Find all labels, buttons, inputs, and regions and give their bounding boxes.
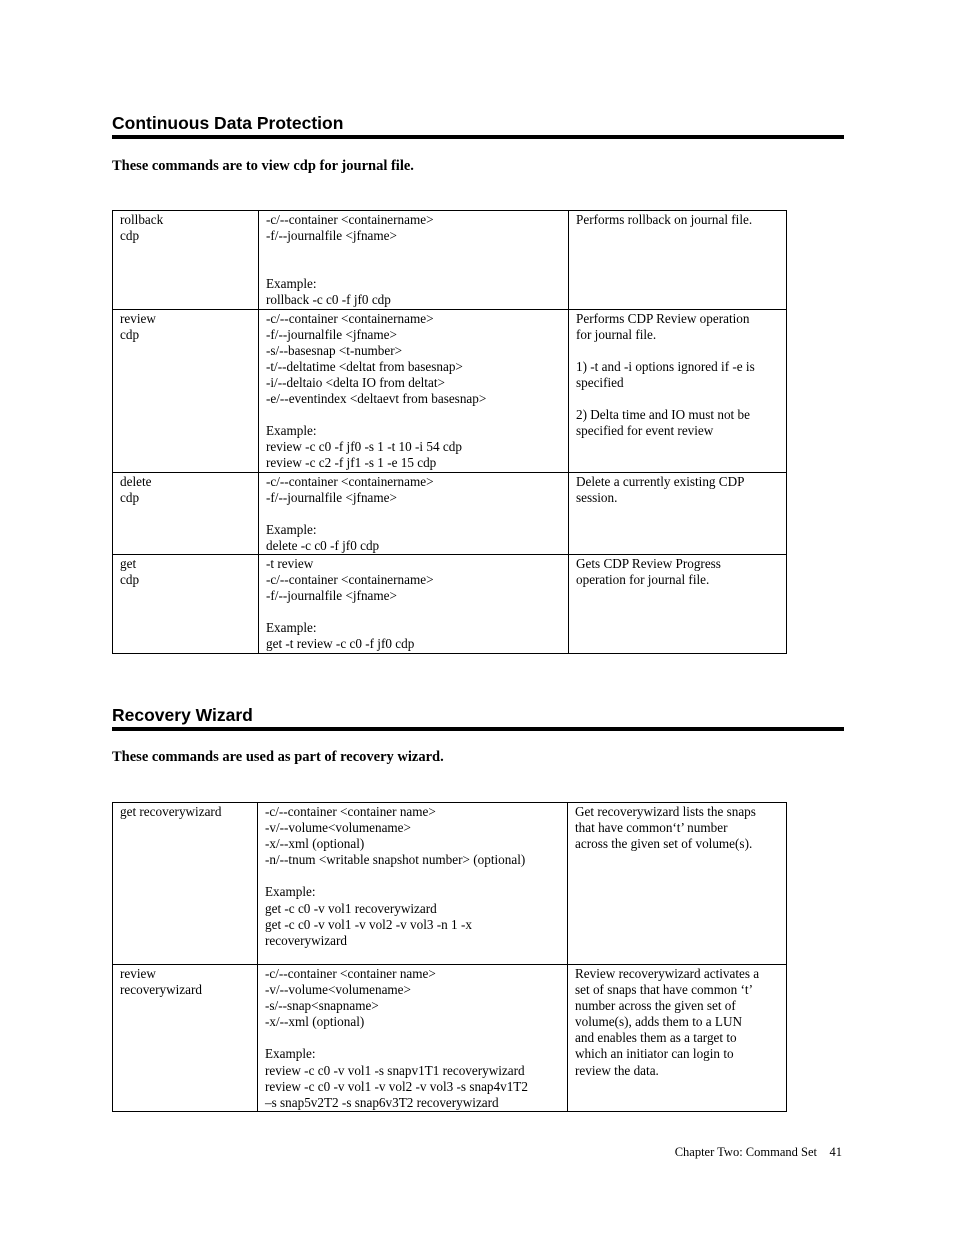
command-cell: review cdp bbox=[113, 309, 259, 472]
footer-page-number: 41 bbox=[829, 1145, 842, 1159]
options-cell: -c/--container <containername> -f/--journalfile <jfname> -s/--basesnap <t-number> -t/--deltatime <deltat from basesnap> -i/--deltaio <delta IO from deltat> -e/--eventindex <deltaevt from basesnap> Example: review -c c0 -f jf0 -s 1 -t 10 -i 54 cdp review -c c2 -f jf1 -s 1 -e 15 cdp bbox=[259, 309, 569, 472]
recovery-wizard-command-table bbox=[112, 802, 787, 1112]
description-cell: Performs rollback on journal file. bbox=[569, 211, 787, 310]
command-cell: delete cdp bbox=[113, 472, 259, 554]
footer-chapter: Chapter Two: Command Set bbox=[674, 1145, 817, 1159]
table-row bbox=[113, 803, 787, 965]
table-row bbox=[113, 965, 787, 1112]
options-cell: -c/--container <container name> -v/--volume<volumename> -x/--xml (optional) -n/--tnum <writable snapshot number> (optional) Example: get -c c0 -v vol1 recoverywizard get -c c0 -v vol1 -v vol2 -v vol3 -n 1 -x recoverywizard bbox=[258, 803, 568, 965]
section-intro-cdp: These commands are to view cdp for journal file. bbox=[112, 158, 414, 174]
description-cell: Get recoverywizard lists the snaps that have common‘t’ number across the given set of volume(s). bbox=[568, 803, 787, 965]
description-cell: Gets CDP Review Progress operation for journal file. bbox=[569, 554, 787, 653]
table-row bbox=[113, 472, 787, 554]
command-cell: get recoverywizard bbox=[113, 803, 258, 965]
section-title-cdp: Continuous Data Protection bbox=[112, 112, 844, 139]
table-row bbox=[113, 309, 787, 472]
description-cell: Review recoverywizard activates a set of snaps that have common ‘t’ number across the given set of volume(s), adds them to a LUN and enables them as a target to which an initiator can login to review the data. bbox=[568, 965, 787, 1112]
command-cell: rollback cdp bbox=[113, 211, 259, 310]
command-cell: review recoverywizard bbox=[113, 965, 258, 1112]
options-cell: -c/--container <container name> -v/--volume<volumename> -s/--snap<snapname> -x/--xml (optional) Example: review -c c0 -v vol1 -s snapv1T1 recoverywizard review -c c0 -v vol1 -v vol2 -v vol3 -s snap4v1T2 –s snap5v2T2 -s snap6v3T2 recoverywizard bbox=[258, 965, 568, 1112]
description-cell: Delete a currently existing CDP session. bbox=[569, 472, 787, 554]
table-row bbox=[113, 211, 787, 310]
description-cell: Performs CDP Review operation for journal file. 1) -t and -i options ignored if -e is specified 2) Delta time and IO must not be specified for event review bbox=[569, 309, 787, 472]
section-intro-recovery-wizard: These commands are used as part of recovery wizard. bbox=[112, 749, 444, 765]
options-cell: -t review -c/--container <containername> -f/--journalfile <jfname> Example: get -t review -c c0 -f jf0 cdp bbox=[259, 554, 569, 653]
options-cell: -c/--container <containername> -f/--journalfile <jfname> Example: delete -c c0 -f jf0 cdp bbox=[259, 472, 569, 554]
cdp-command-table bbox=[112, 210, 787, 654]
options-cell: -c/--container <containername> -f/--journalfile <jfname> Example: rollback -c c0 -f jf0 cdp bbox=[259, 211, 569, 310]
page-footer bbox=[675, 1145, 842, 1160]
section-title-recovery-wizard: Recovery Wizard bbox=[112, 704, 844, 731]
table-row bbox=[113, 554, 787, 653]
command-cell: get cdp bbox=[113, 554, 259, 653]
